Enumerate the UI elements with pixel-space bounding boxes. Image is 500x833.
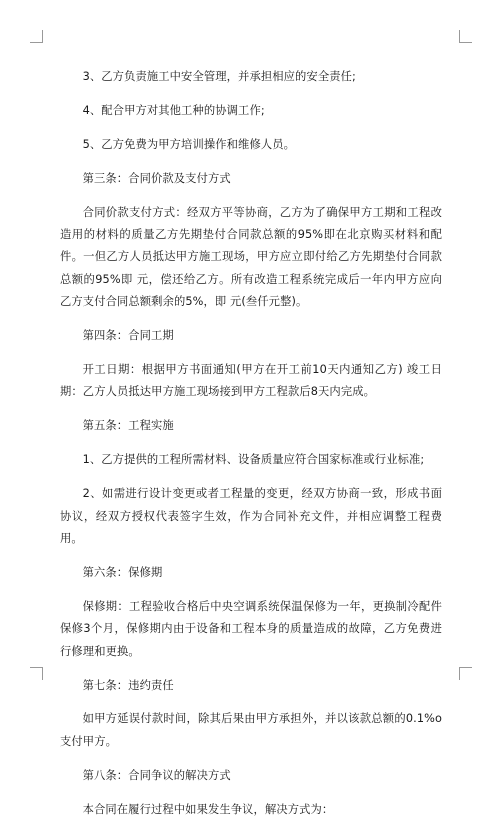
document-body xyxy=(60,66,442,833)
payment-terms-paragraph: 合同价款支付方式：经双方平等协商，乙方为了确保甲方工期和工程改造用的材料的质量乙方先期垫付合同款总额的95%即在北京购买材料和配件。一但乙方人员抵达甲方施工现场，甲方应立即付给乙方先期垫付合同款总额的95%即 元，偿还给乙方。所有改造工程系统完成后一年内甲方应向乙方支付合同总额剩余的5%，即 元(叁仟元整)。 xyxy=(60,205,442,309)
crop-mark-bottom-right xyxy=(459,667,472,680)
schedule-paragraph: 开工日期：根据甲方书面通知(甲方在开工前10天内通知乙方) 竣工日期：乙方人员抵达甲方施工现场接到甲方工程款后8天内完成。 xyxy=(60,363,442,399)
implementation-item-1: 1、乙方提供的工程所需材料、设备质量应符合国家标准或行业标准; xyxy=(82,453,425,467)
dispute-paragraph: 本合同在履行过程中如果发生争议，解决方式为： xyxy=(82,802,334,816)
warranty-paragraph: 保修期：工程验收合格后中央空调系统保温保修为一年，更换制冷配件保修3个月，保修期内由于设备和工程本身的质量造成的故障，乙方免费进行修理和更换。 xyxy=(60,599,442,658)
breach-paragraph: 如甲方延误付款时间，除其后果由甲方承担外，并以该款总额的0.1%o支付甲方。 xyxy=(60,712,442,748)
crop-mark-bottom-left xyxy=(30,667,43,680)
clause-item-4: 4、配合甲方对其他工种的协调工作; xyxy=(82,103,265,117)
section-heading-8: 第八条：合同争议的解决方式 xyxy=(82,768,231,782)
section-heading-4: 第四条：合同工期 xyxy=(82,329,174,343)
crop-mark-top-right xyxy=(459,30,472,43)
section-heading-3: 第三条：合同价款及支付方式 xyxy=(82,171,231,185)
section-heading-6: 第六条：保修期 xyxy=(82,565,163,579)
clause-item-5: 5、乙方免费为甲方培训操作和维修人员。 xyxy=(82,137,296,151)
implementation-item-2: 2、如需进行设计变更或者工程量的变更，经双方协商一致，形成书面协议，经双方授权代表签字生效，作为合同补充文件，并相应调整工程费用。 xyxy=(60,487,442,545)
clause-item-3: 3、乙方负责施工中安全管理，并承担相应的安全责任; xyxy=(82,70,356,83)
crop-mark-top-left xyxy=(30,30,43,43)
section-heading-5: 第五条：工程实施 xyxy=(82,419,174,433)
section-heading-7: 第七条：违约责任 xyxy=(82,678,174,692)
